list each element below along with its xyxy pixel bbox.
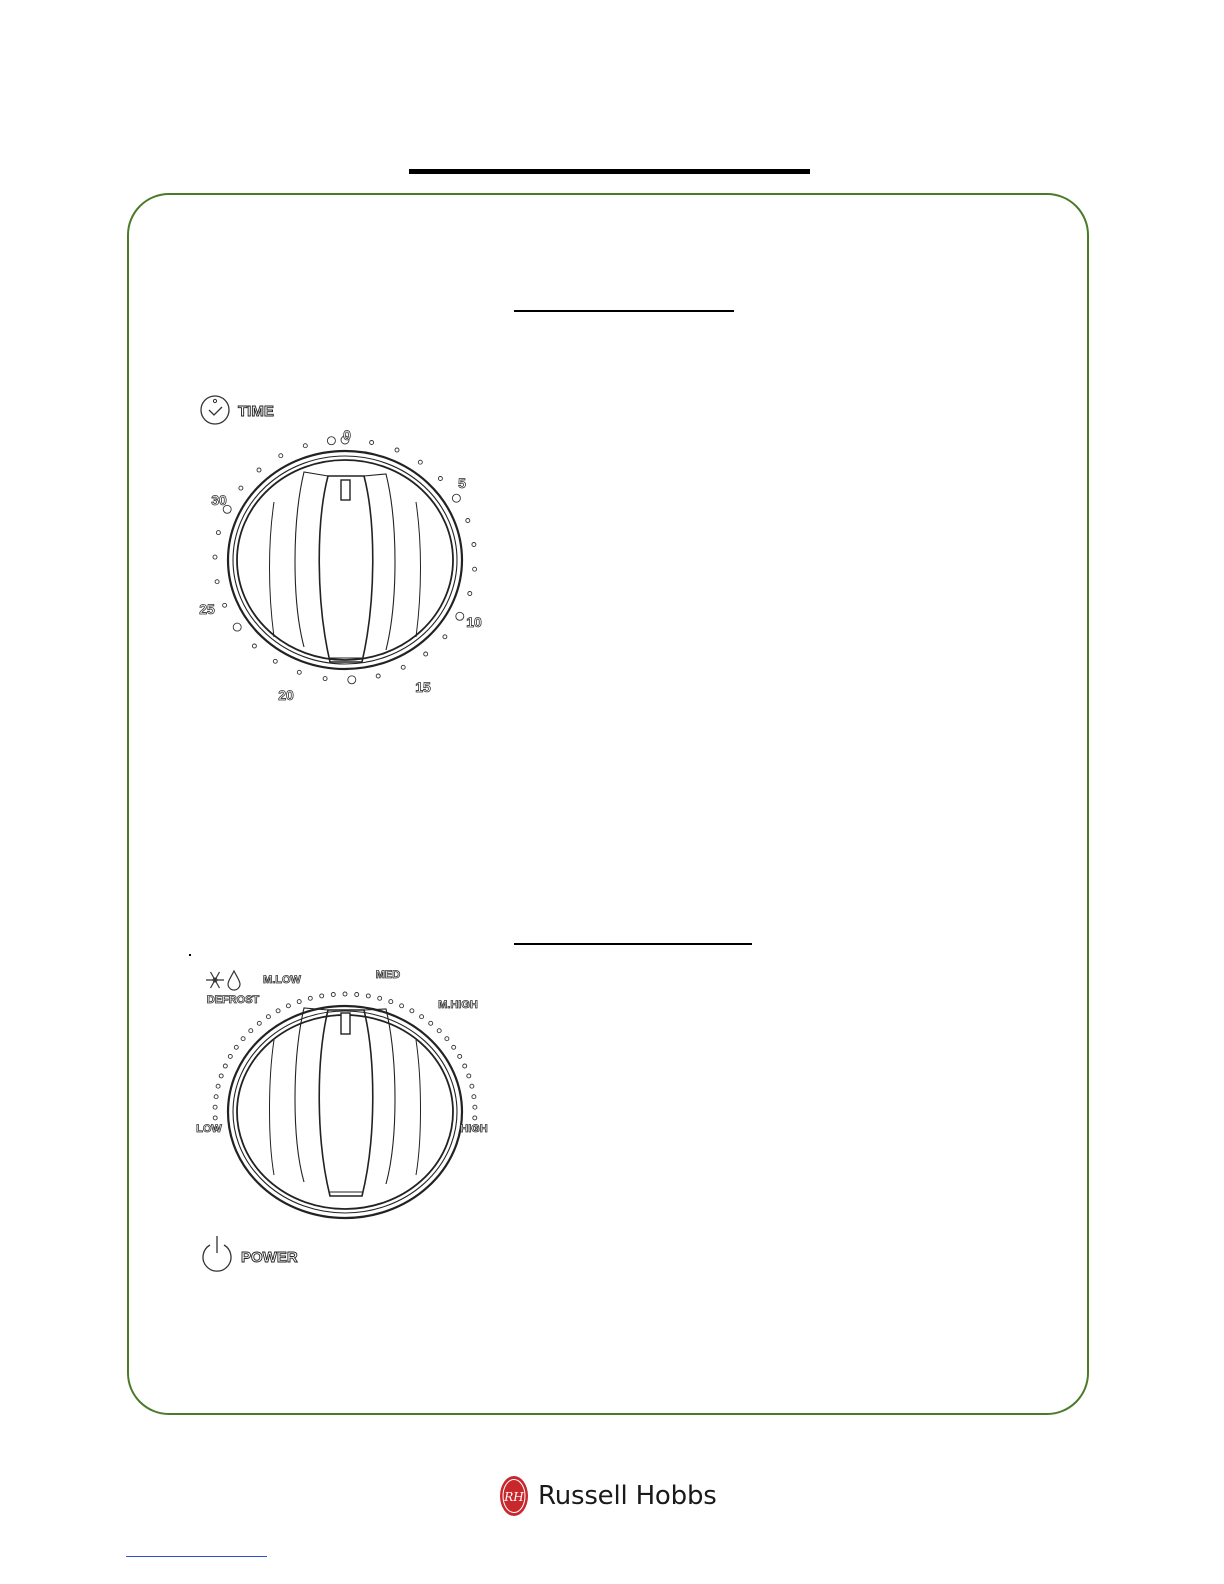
scale-minor-mark	[370, 441, 374, 445]
time-scale-label: 10	[466, 614, 482, 630]
section-heading-underline-power	[514, 943, 752, 945]
scale-minor-mark	[279, 454, 283, 458]
scale-minor-mark	[420, 1015, 424, 1019]
power-scale-label: M.HIGH	[438, 999, 478, 1011]
scale-minor-mark	[366, 994, 370, 998]
scale-minor-mark	[378, 996, 382, 1000]
droplet-icon	[228, 971, 240, 990]
scale-minor-mark	[438, 477, 442, 481]
time-scale-label: 20	[278, 687, 294, 703]
time-scale-label: 0	[343, 427, 351, 443]
time-label: TIME	[238, 403, 274, 420]
scale-minor-mark	[223, 603, 227, 607]
scale-minor-mark	[331, 993, 335, 997]
scale-minor-mark	[376, 674, 380, 678]
scale-minor-mark	[470, 1084, 474, 1088]
scale-minor-mark	[355, 993, 359, 997]
scale-minor-mark	[276, 1009, 280, 1013]
time-knob[interactable]	[228, 451, 462, 669]
scale-minor-mark	[410, 1009, 414, 1013]
scale-minor-mark	[273, 659, 277, 663]
power-label: POWER	[241, 1249, 298, 1266]
scale-minor-mark	[400, 1004, 404, 1008]
scale-minor-mark	[473, 1116, 477, 1120]
scale-minor-mark	[424, 652, 428, 656]
scale-minor-mark	[429, 1021, 433, 1025]
scale-minor-mark	[223, 1064, 227, 1068]
scale-minor-mark	[239, 486, 243, 490]
stray-dot	[189, 954, 191, 956]
power-knob[interactable]	[228, 1006, 462, 1218]
scale-minor-mark	[473, 1105, 477, 1109]
scale-minor-mark	[308, 996, 312, 1000]
scale-minor-mark	[463, 1064, 467, 1068]
scale-minor-mark	[266, 1015, 270, 1019]
scale-minor-mark	[389, 1000, 393, 1004]
scale-minor-mark	[468, 592, 472, 596]
scale-minor-mark	[466, 519, 470, 523]
scale-minor-mark	[216, 531, 220, 535]
section-heading-underline-time	[514, 310, 734, 312]
power-scale-label: MED	[375, 969, 401, 981]
power-scale-label: DEFROST	[206, 994, 260, 1006]
brand-crest-icon	[498, 1474, 530, 1518]
time-scale-label: 30	[211, 492, 227, 508]
scale-minor-mark	[297, 1000, 301, 1004]
scale-minor-mark	[445, 1037, 449, 1041]
time-dial	[188, 392, 498, 712]
scale-minor-mark	[472, 543, 476, 547]
power-scale-label: HIGH	[460, 1123, 488, 1135]
scale-minor-mark	[303, 444, 307, 448]
scale-minor-mark	[214, 1095, 218, 1099]
footer-link-underline[interactable]	[126, 1556, 267, 1557]
scale-minor-mark	[473, 567, 477, 571]
brand-crest-monogram: RH	[504, 1490, 524, 1504]
power-scale-label: M.LOW	[263, 974, 301, 986]
scale-minor-mark	[452, 1045, 456, 1049]
scale-minor-mark	[472, 1095, 476, 1099]
scale-minor-mark	[286, 1004, 290, 1008]
time-knob-pointer	[341, 480, 350, 500]
scale-minor-mark	[216, 1084, 220, 1088]
scale-minor-mark	[257, 1021, 261, 1025]
scale-minor-mark	[320, 994, 324, 998]
scale-major-mark	[456, 612, 464, 620]
power-icon	[203, 1236, 231, 1271]
scale-minor-mark	[219, 1074, 223, 1078]
scale-minor-mark	[458, 1054, 462, 1058]
scale-minor-mark	[401, 665, 405, 669]
scale-minor-mark	[249, 1029, 253, 1033]
time-scale-label: 15	[415, 679, 431, 695]
scale-minor-mark	[241, 1037, 245, 1041]
scale-minor-mark	[467, 1074, 471, 1078]
scale-minor-mark	[323, 677, 327, 681]
scale-minor-mark	[437, 1029, 441, 1033]
power-dial	[188, 960, 498, 1280]
scale-major-mark	[327, 437, 335, 445]
scale-major-mark	[348, 676, 356, 684]
scale-minor-mark	[234, 1045, 238, 1049]
scale-minor-mark	[395, 448, 399, 452]
scale-major-mark	[452, 494, 460, 502]
time-scale-label: 5	[458, 475, 466, 491]
snowflake-icon	[206, 972, 224, 988]
scale-minor-mark	[213, 1116, 217, 1120]
power-knob-pointer	[341, 1013, 350, 1034]
scale-minor-mark	[228, 1054, 232, 1058]
scale-minor-mark	[213, 555, 217, 559]
time-scale-label: 25	[199, 601, 215, 617]
scale-minor-mark	[418, 460, 422, 464]
scale-minor-mark	[297, 670, 301, 674]
power-scale-label: LOW	[196, 1123, 222, 1135]
scale-minor-mark	[257, 468, 261, 472]
scale-minor-mark	[443, 635, 447, 639]
brand-name: Russell Hobbs	[538, 1481, 717, 1511]
scale-minor-mark	[252, 644, 256, 648]
brand-logo-lockup	[498, 1472, 717, 1520]
scale-minor-mark	[215, 580, 219, 584]
scale-minor-mark	[343, 992, 347, 996]
scale-major-mark	[233, 623, 241, 631]
scale-minor-mark	[213, 1105, 217, 1109]
title-underline	[409, 169, 810, 174]
clock-icon	[201, 396, 229, 424]
